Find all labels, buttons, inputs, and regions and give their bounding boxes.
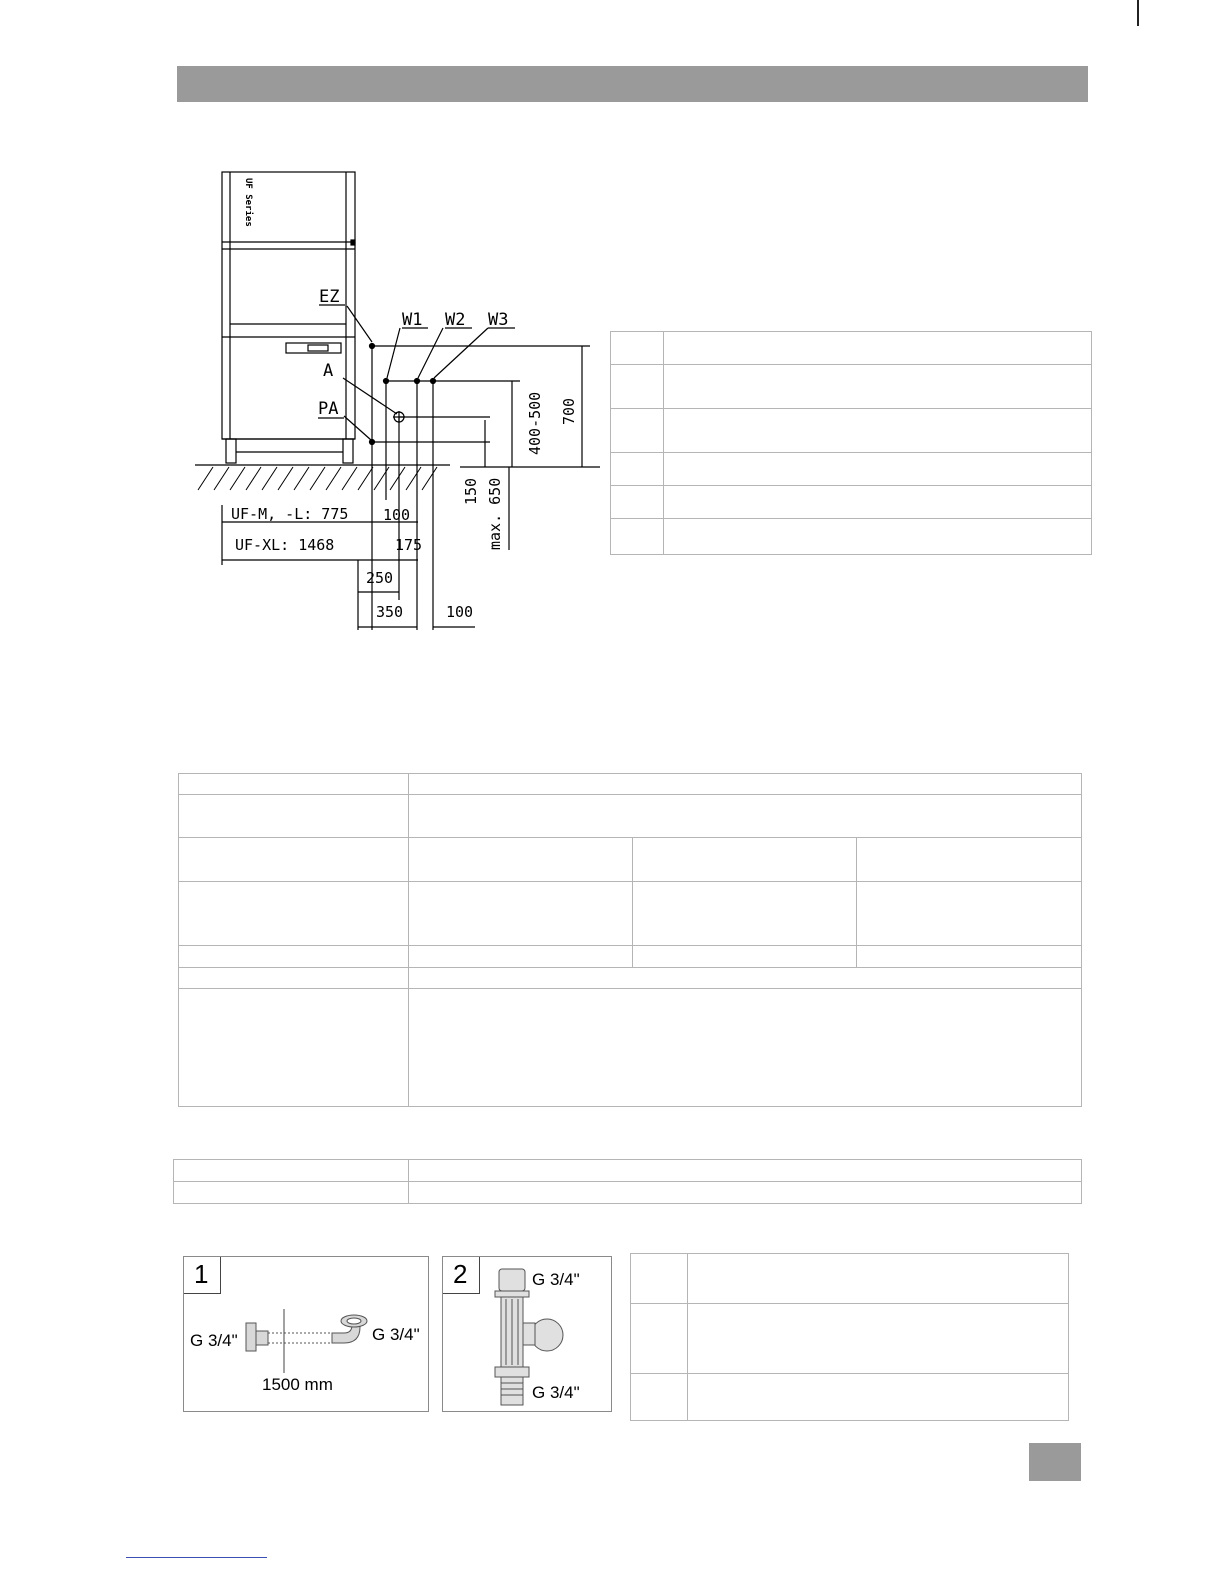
siphon-icon [443,1257,611,1411]
dim-400-500: 400-500 [526,391,544,455]
dim-250: 250 [366,569,394,587]
dim-150: 150 [462,477,480,505]
drain-label-cell [174,1160,409,1182]
spec-value-cell [409,968,1082,989]
figure-1-number: 1 [194,1259,209,1289]
figure-2-thread-top: G 3/4" [532,1270,580,1289]
spec-value-cell [409,838,633,882]
section-header-bar [177,66,1088,102]
connection-drawing [190,165,578,635]
spec-value-cell [409,989,1082,1107]
connection-legend-table [610,331,1092,555]
label-pa: PA [318,399,339,419]
legend-text-cell [664,365,1092,409]
accessory-text-cell [688,1304,1069,1374]
figure-2-trap [442,1256,612,1412]
page-number-box [1029,1443,1081,1481]
figure-1-length: 1500 mm [262,1375,333,1394]
figure-1-hose [183,1256,429,1412]
spec-label-cell [179,795,409,838]
legend-text-cell [664,486,1092,519]
spec-label-cell [179,968,409,989]
label-w2: W2 [445,310,466,330]
drain-label-cell [174,1182,409,1204]
legend-text-cell [664,332,1092,365]
legend-key-cell [611,409,664,453]
spec-label-cell [179,838,409,882]
accessory-key-cell [631,1374,688,1421]
legend-text-cell [664,453,1092,486]
dim-uf-xl: UF-XL: 1468 [235,536,335,554]
legend-key-cell [611,332,664,365]
drain-spec-table [173,1159,1082,1204]
legend-key-cell [611,519,664,555]
spec-value-cell [633,882,857,946]
spec-label-cell [179,946,409,968]
spec-value-cell [857,946,1082,968]
spec-value-cell [857,882,1082,946]
legend-text-cell [664,409,1092,453]
figure-1-thread-left: G 3/4" [190,1331,238,1350]
footer-link-underline [126,1557,267,1558]
label-a: A [323,361,334,381]
figure-2-number: 2 [453,1259,468,1289]
dim-700: 700 [560,397,578,425]
water-spec-table [178,773,1082,1107]
figure-1-thread-right: G 3/4" [372,1325,420,1344]
spec-value-cell [409,882,633,946]
accessory-key-cell [631,1304,688,1374]
dim-uf-m-l: UF-M, -L: 775 [231,505,349,523]
label-w3: W3 [488,310,509,330]
dim-175: 175 [395,536,423,554]
label-ez: EZ [319,287,340,307]
spec-label-cell [179,774,409,795]
legend-key-cell [611,453,664,486]
accessory-key-cell [631,1254,688,1304]
spec-value-cell [409,946,633,968]
dim-350: 350 [376,603,404,621]
spec-value-cell [857,838,1082,882]
legend-key-cell [611,365,664,409]
dim-100-b: 100 [446,603,474,621]
accessory-text-cell [688,1254,1069,1304]
dim-100-a: 100 [383,506,411,524]
dim-max-650: max. 650 [486,477,504,550]
spec-label-cell [179,989,409,1107]
legend-text-cell [664,519,1092,555]
spec-value-cell [633,946,857,968]
spec-value-cell [409,774,1082,795]
legend-key-cell [611,486,664,519]
spec-value-cell [633,838,857,882]
figure-2-thread-bottom: G 3/4" [532,1383,580,1402]
drain-value-cell [409,1160,1082,1182]
accessory-text-cell [688,1374,1069,1421]
accessory-legend-table [630,1253,1069,1421]
drain-value-cell [409,1182,1082,1204]
top-edge-marker [1137,0,1139,26]
label-w1: W1 [402,310,423,330]
cabinet-label: UF Series [243,178,253,227]
spec-value-cell [409,795,1082,838]
spec-label-cell [179,882,409,946]
